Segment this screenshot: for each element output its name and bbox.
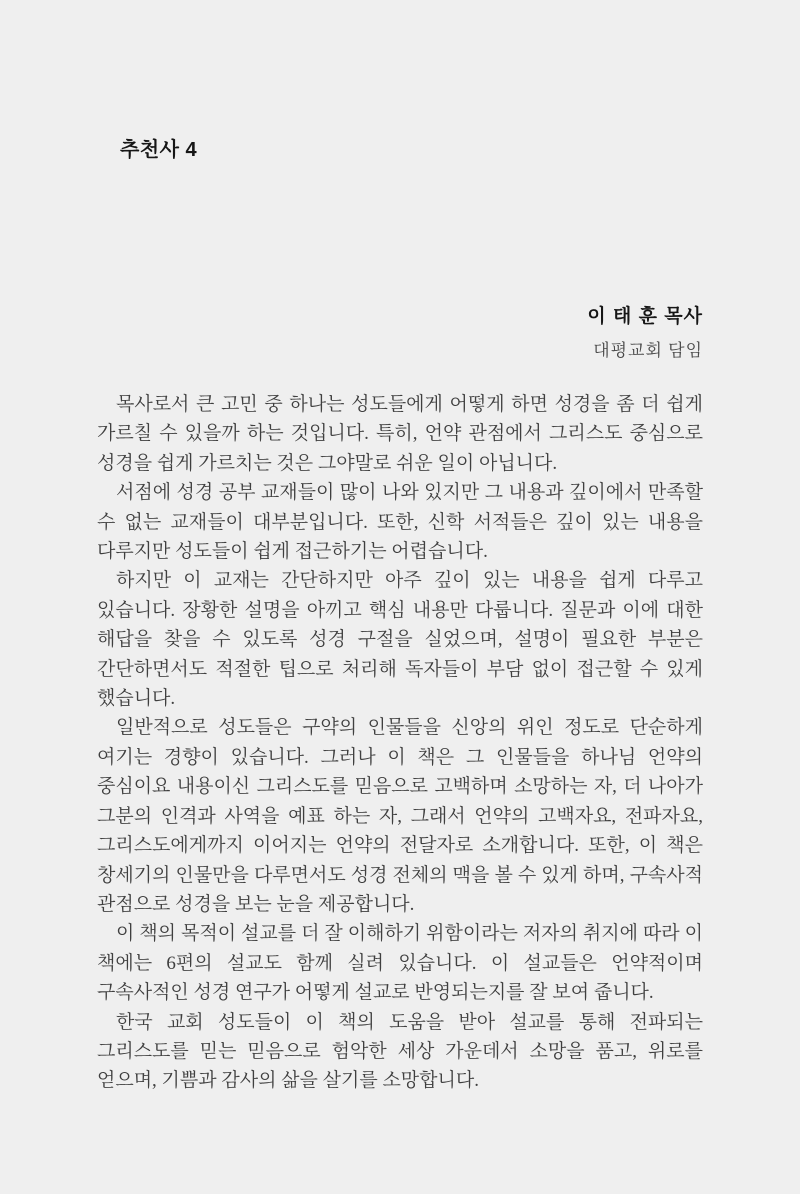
body-text (97, 390, 703, 1096)
paragraph: 이 책의 목적이 설교를 더 잘 이해하기 위함이라는 저자의 취지에 따라 이 책에는 6편의 설교도 함께 실려 있습니다. 이 설교들은 언약적이며 구속사적인 성경 연구가 어떻게 설교로 반영되는지를 잘 보여 줍니다. (97, 923, 703, 1004)
paragraph: 하지만 이 교재는 간단하지만 아주 깊이 있는 내용을 쉽게 다루고 있습니다. 장황한 설명을 아끼고 핵심 내용만 다룹니다. 질문과 이에 대한 해답을 찾을 수 있도록 성경 구절을 실었으며, 설명이 필요한 부분은 간단하면서도 적절한 팁으로 처리해 독자들이 부담 없이 접근할 수 있게 했습니다. (97, 570, 703, 710)
paragraph: 목사로서 큰 고민 중 하나는 성도들에게 어떻게 하면 성경을 좀 더 쉽게 가르칠 수 있을까 하는 것입니다. 특히, 언약 관점에서 그리스도 중심으로 성경을 쉽게 가르치는 것은 그야말로 쉬운 일이 아닙니다. (97, 394, 703, 474)
author-block (587, 301, 703, 361)
paragraph: 한국 교회 성도들이 이 책의 도움을 받아 설교를 통해 전파되는 그리스도를 믿는 믿음으로 험악한 세상 가운데서 소망을 품고, 위로를 얻으며, 기쁨과 감사의 삶을 살기를 소망합니다. (97, 1011, 703, 1092)
paragraph: 일반적으로 성도들은 구약의 인물들을 신앙의 위인 정도로 단순하게 여기는 경향이 있습니다. 그러나 이 책은 그 인물들을 하나님 언약의 중심이요 내용이신 그리스도를 믿음으로 고백하며 소망하는 자, 더 나아가 그분의 인격과 사역을 예표 하는 자, 그래서 언약의 고백자요, 전파자요, 그리스도에게까지 이어지는 언약의 전달자로 소개합니다. 또한, 이 책은 창세기의 인물만을 다루면서도 성경 전체의 맥을 볼 수 있게 하며, 구속사적 관점으로 성경을 보는 눈을 제공합니다. (97, 717, 703, 915)
author-affiliation: 대평교회 담임 (593, 341, 703, 360)
paragraph: 서점에 성경 공부 교재들이 많이 나와 있지만 그 내용과 깊이에서 만족할 수 없는 교재들이 대부분입니다. 또한, 신학 서적들은 깊이 있는 내용을 다루지만 성도들이 쉽게 접근하기는 어렵습니다. (97, 482, 703, 563)
page-title: 추천사 4 (120, 139, 198, 161)
author-name: 이 태 훈 목사 (587, 306, 703, 327)
